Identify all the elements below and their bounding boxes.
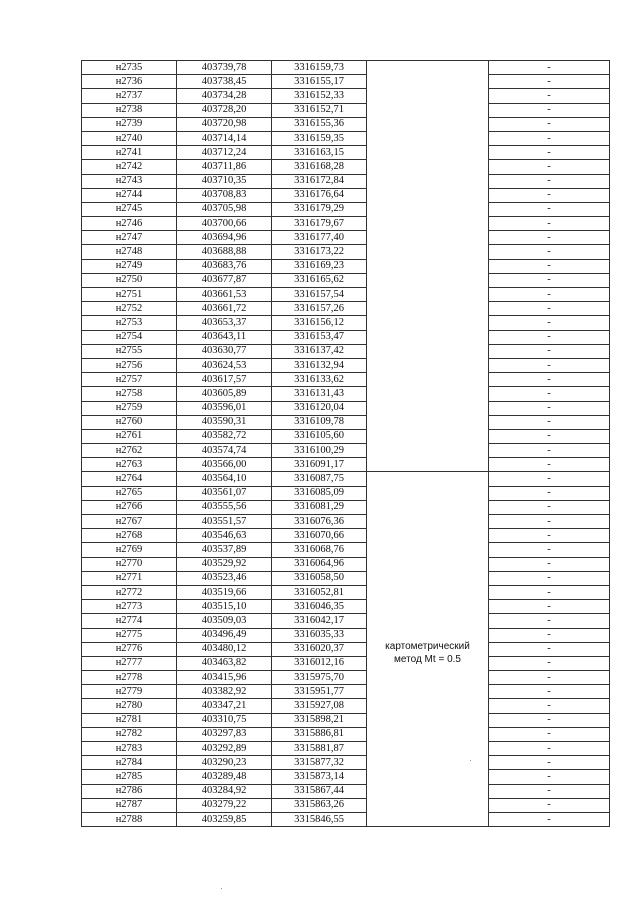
point-id-cell: н2782 [82,727,177,741]
y-coordinate-cell: 3316179,29 [272,202,367,216]
x-coordinate-cell: 403710,35 [177,174,272,188]
x-coordinate-cell: 403555,56 [177,500,272,514]
point-id-cell: н2786 [82,784,177,798]
method-cell: картометрический метод Mt = 0.5 [367,472,489,827]
point-id-cell: н2761 [82,429,177,443]
x-coordinate-cell: 403529,92 [177,557,272,571]
point-id-cell: н2770 [82,557,177,571]
x-coordinate-cell: 403624,53 [177,358,272,372]
y-coordinate-cell: 3316177,40 [272,231,367,245]
note-cell: - [489,174,610,188]
x-coordinate-cell: 403537,89 [177,543,272,557]
point-id-cell: н2769 [82,543,177,557]
x-coordinate-cell: 403688,88 [177,245,272,259]
table-row [82,742,610,756]
note-cell: - [489,89,610,103]
x-coordinate-cell: 403653,37 [177,316,272,330]
point-id-cell: н2779 [82,685,177,699]
table-row [82,515,610,529]
scan-speck [221,888,222,889]
point-id-cell: н2746 [82,217,177,231]
table-row [82,812,610,826]
x-coordinate-cell: 403509,03 [177,614,272,628]
note-cell: - [489,217,610,231]
table-row [82,131,610,145]
y-coordinate-cell: 3316046,35 [272,600,367,614]
point-id-cell: н2758 [82,387,177,401]
y-coordinate-cell: 3315927,08 [272,699,367,713]
x-coordinate-cell: 403734,28 [177,89,272,103]
x-coordinate-cell: 403739,78 [177,61,272,75]
note-cell: - [489,756,610,770]
x-coordinate-cell: 403705,98 [177,202,272,216]
y-coordinate-cell: 3316105,60 [272,429,367,443]
x-coordinate-cell: 403463,82 [177,656,272,670]
point-id-cell: н2757 [82,373,177,387]
table-row [82,798,610,812]
point-id-cell: н2745 [82,202,177,216]
note-cell: - [489,387,610,401]
note-cell: - [489,415,610,429]
y-coordinate-cell: 3316064,96 [272,557,367,571]
y-coordinate-cell: 3316172,84 [272,174,367,188]
y-coordinate-cell: 3315846,55 [272,812,367,826]
table-row [82,444,610,458]
x-coordinate-cell: 403708,83 [177,188,272,202]
y-coordinate-cell: 3315877,32 [272,756,367,770]
note-cell: - [489,188,610,202]
note-cell: - [489,628,610,642]
note-cell: - [489,642,610,656]
note-cell: - [489,656,610,670]
point-id-cell: н2735 [82,61,177,75]
y-coordinate-cell: 3316087,75 [272,472,367,486]
x-coordinate-cell: 403415,96 [177,671,272,685]
table-row [82,486,610,500]
table-row [82,245,610,259]
point-id-cell: н2766 [82,500,177,514]
note-cell: - [489,316,610,330]
x-coordinate-cell: 403683,76 [177,259,272,273]
table-row [82,529,610,543]
y-coordinate-cell: 3315951,77 [272,685,367,699]
note-cell: - [489,770,610,784]
note-cell: - [489,117,610,131]
point-id-cell: н2741 [82,146,177,160]
note-cell: - [489,302,610,316]
y-coordinate-cell: 3316156,12 [272,316,367,330]
note-cell: - [489,146,610,160]
y-coordinate-cell: 3316109,78 [272,415,367,429]
y-coordinate-cell: 3316100,29 [272,444,367,458]
x-coordinate-cell: 403259,85 [177,812,272,826]
x-coordinate-cell: 403738,45 [177,75,272,89]
x-coordinate-cell: 403347,21 [177,699,272,713]
y-coordinate-cell: 3316179,67 [272,217,367,231]
point-id-cell: н2749 [82,259,177,273]
table-row [82,358,610,372]
x-coordinate-cell: 403677,87 [177,273,272,287]
y-coordinate-cell: 3316035,33 [272,628,367,642]
y-coordinate-cell: 3316042,17 [272,614,367,628]
point-id-cell: н2764 [82,472,177,486]
table-row [82,330,610,344]
point-id-cell: н2742 [82,160,177,174]
x-coordinate-cell: 403566,00 [177,458,272,472]
point-id-cell: н2768 [82,529,177,543]
y-coordinate-cell: 3316058,50 [272,571,367,585]
coordinates-table-body [82,61,610,827]
y-coordinate-cell: 3316155,17 [272,75,367,89]
table-row [82,685,610,699]
point-id-cell: н2773 [82,600,177,614]
point-id-cell: н2778 [82,671,177,685]
note-cell: - [489,273,610,287]
point-id-cell: н2756 [82,358,177,372]
table-row [82,614,610,628]
y-coordinate-cell: 3316155,36 [272,117,367,131]
x-coordinate-cell: 403661,72 [177,302,272,316]
note-cell: - [489,344,610,358]
note-cell: - [489,585,610,599]
x-coordinate-cell: 403289,48 [177,770,272,784]
y-coordinate-cell: 3316020,37 [272,642,367,656]
point-id-cell: н2740 [82,131,177,145]
x-coordinate-cell: 403712,24 [177,146,272,160]
table-row [82,727,610,741]
x-coordinate-cell: 403292,89 [177,742,272,756]
y-coordinate-cell: 3316152,71 [272,103,367,117]
point-id-cell: н2771 [82,571,177,585]
note-cell: - [489,671,610,685]
note-cell: - [489,713,610,727]
note-cell: - [489,798,610,812]
table-row [82,75,610,89]
table-row [82,557,610,571]
table-row [82,642,610,656]
note-cell: - [489,259,610,273]
x-coordinate-cell: 403711,86 [177,160,272,174]
note-cell: - [489,727,610,741]
note-cell: - [489,486,610,500]
point-id-cell: н2753 [82,316,177,330]
note-cell: - [489,614,610,628]
y-coordinate-cell: 3316068,76 [272,543,367,557]
table-row [82,217,610,231]
x-coordinate-cell: 403694,96 [177,231,272,245]
table-row [82,302,610,316]
x-coordinate-cell: 403515,10 [177,600,272,614]
y-coordinate-cell: 3316153,47 [272,330,367,344]
point-id-cell: н2767 [82,515,177,529]
note-cell: - [489,131,610,145]
point-id-cell: н2763 [82,458,177,472]
table-row [82,61,610,75]
table-row [82,316,610,330]
note-cell: - [489,515,610,529]
point-id-cell: н2755 [82,344,177,358]
x-coordinate-cell: 403590,31 [177,415,272,429]
table-row [82,202,610,216]
y-coordinate-cell: 3316152,33 [272,89,367,103]
y-coordinate-cell: 3316131,43 [272,387,367,401]
table-row [82,259,610,273]
table-row [82,401,610,415]
y-coordinate-cell: 3315975,70 [272,671,367,685]
table-row [82,288,610,302]
point-id-cell: н2759 [82,401,177,415]
note-cell: - [489,429,610,443]
x-coordinate-cell: 403546,63 [177,529,272,543]
scan-speck [470,760,471,761]
y-coordinate-cell: 3316120,04 [272,401,367,415]
table-row [82,373,610,387]
y-coordinate-cell: 3316157,54 [272,288,367,302]
point-id-cell: н2765 [82,486,177,500]
note-cell: - [489,571,610,585]
y-coordinate-cell: 3316085,09 [272,486,367,500]
note-cell: - [489,330,610,344]
x-coordinate-cell: 403630,77 [177,344,272,358]
point-id-cell: н2781 [82,713,177,727]
note-cell: - [489,444,610,458]
point-id-cell: н2743 [82,174,177,188]
note-cell: - [489,160,610,174]
point-id-cell: н2750 [82,273,177,287]
note-cell: - [489,784,610,798]
point-id-cell: н2752 [82,302,177,316]
coordinates-table [81,60,610,827]
point-id-cell: н2744 [82,188,177,202]
x-coordinate-cell: 403279,22 [177,798,272,812]
table-row [82,117,610,131]
point-id-cell: н2774 [82,614,177,628]
point-id-cell: н2780 [82,699,177,713]
note-cell: - [489,202,610,216]
table-row [82,585,610,599]
point-id-cell: н2762 [82,444,177,458]
point-id-cell: н2776 [82,642,177,656]
y-coordinate-cell: 3316132,94 [272,358,367,372]
x-coordinate-cell: 403728,20 [177,103,272,117]
table-row [82,231,610,245]
table-row [82,756,610,770]
table-row [82,543,610,557]
table-row [82,188,610,202]
note-cell: - [489,231,610,245]
table-row [82,387,610,401]
y-coordinate-cell: 3316070,66 [272,529,367,543]
table-row [82,344,610,358]
table-row [82,713,610,727]
table-row [82,628,610,642]
table-row [82,500,610,514]
x-coordinate-cell: 403496,49 [177,628,272,642]
y-coordinate-cell: 3315873,14 [272,770,367,784]
y-coordinate-cell: 3316176,64 [272,188,367,202]
y-coordinate-cell: 3316052,81 [272,585,367,599]
note-cell: - [489,75,610,89]
note-cell: - [489,543,610,557]
y-coordinate-cell: 3315898,21 [272,713,367,727]
y-coordinate-cell: 3315881,87 [272,742,367,756]
y-coordinate-cell: 3316163,15 [272,146,367,160]
x-coordinate-cell: 403310,75 [177,713,272,727]
note-cell: - [489,401,610,415]
x-coordinate-cell: 403297,83 [177,727,272,741]
point-id-cell: н2738 [82,103,177,117]
x-coordinate-cell: 403551,57 [177,515,272,529]
table-row [82,146,610,160]
note-cell: - [489,103,610,117]
point-id-cell: н2783 [82,742,177,756]
x-coordinate-cell: 403643,11 [177,330,272,344]
y-coordinate-cell: 3316168,28 [272,160,367,174]
x-coordinate-cell: 403582,72 [177,429,272,443]
point-id-cell: н2748 [82,245,177,259]
point-id-cell: н2747 [82,231,177,245]
note-cell: - [489,500,610,514]
x-coordinate-cell: 403720,98 [177,117,272,131]
point-id-cell: н2737 [82,89,177,103]
note-cell: - [489,458,610,472]
x-coordinate-cell: 403564,10 [177,472,272,486]
method-cell-top [367,61,489,472]
table-row [82,472,610,486]
x-coordinate-cell: 403617,57 [177,373,272,387]
y-coordinate-cell: 3316169,23 [272,259,367,273]
note-cell: - [489,557,610,571]
point-id-cell: н2787 [82,798,177,812]
table-row [82,784,610,798]
y-coordinate-cell: 3316159,35 [272,131,367,145]
y-coordinate-cell: 3316157,26 [272,302,367,316]
table-row [82,415,610,429]
y-coordinate-cell: 3315886,81 [272,727,367,741]
note-cell: - [489,472,610,486]
table-row [82,429,610,443]
note-cell: - [489,358,610,372]
note-cell: - [489,245,610,259]
note-cell: - [489,812,610,826]
table-row [82,671,610,685]
table-row [82,89,610,103]
y-coordinate-cell: 3316091,17 [272,458,367,472]
point-id-cell: н2775 [82,628,177,642]
x-coordinate-cell: 403284,92 [177,784,272,798]
y-coordinate-cell: 3316012,16 [272,656,367,670]
point-id-cell: н2784 [82,756,177,770]
x-coordinate-cell: 403290,23 [177,756,272,770]
note-cell: - [489,373,610,387]
y-coordinate-cell: 3316133,62 [272,373,367,387]
table-row [82,458,610,472]
y-coordinate-cell: 3316173,22 [272,245,367,259]
point-id-cell: н2785 [82,770,177,784]
note-cell: - [489,288,610,302]
note-cell: - [489,600,610,614]
x-coordinate-cell: 403714,14 [177,131,272,145]
note-cell: - [489,529,610,543]
note-cell: - [489,685,610,699]
note-cell: - [489,699,610,713]
point-id-cell: н2736 [82,75,177,89]
table-row [82,273,610,287]
point-id-cell: н2772 [82,585,177,599]
point-id-cell: н2760 [82,415,177,429]
table-row [82,699,610,713]
table-row [82,571,610,585]
x-coordinate-cell: 403661,53 [177,288,272,302]
point-id-cell: н2788 [82,812,177,826]
y-coordinate-cell: 3316159,73 [272,61,367,75]
x-coordinate-cell: 403523,46 [177,571,272,585]
x-coordinate-cell: 403574,74 [177,444,272,458]
table-row [82,160,610,174]
x-coordinate-cell: 403561,07 [177,486,272,500]
y-coordinate-cell: 3316137,42 [272,344,367,358]
point-id-cell: н2739 [82,117,177,131]
x-coordinate-cell: 403700,66 [177,217,272,231]
note-cell: - [489,61,610,75]
table-row [82,103,610,117]
x-coordinate-cell: 403480,12 [177,642,272,656]
table-row [82,656,610,670]
table-row [82,600,610,614]
x-coordinate-cell: 403605,89 [177,387,272,401]
point-id-cell: н2777 [82,656,177,670]
y-coordinate-cell: 3316165,62 [272,273,367,287]
x-coordinate-cell: 403382,92 [177,685,272,699]
y-coordinate-cell: 3315867,44 [272,784,367,798]
table-row [82,174,610,188]
point-id-cell: н2754 [82,330,177,344]
table-row [82,770,610,784]
y-coordinate-cell: 3316081,29 [272,500,367,514]
x-coordinate-cell: 403596,01 [177,401,272,415]
note-cell: - [489,742,610,756]
x-coordinate-cell: 403519,66 [177,585,272,599]
y-coordinate-cell: 3316076,36 [272,515,367,529]
y-coordinate-cell: 3315863,26 [272,798,367,812]
point-id-cell: н2751 [82,288,177,302]
